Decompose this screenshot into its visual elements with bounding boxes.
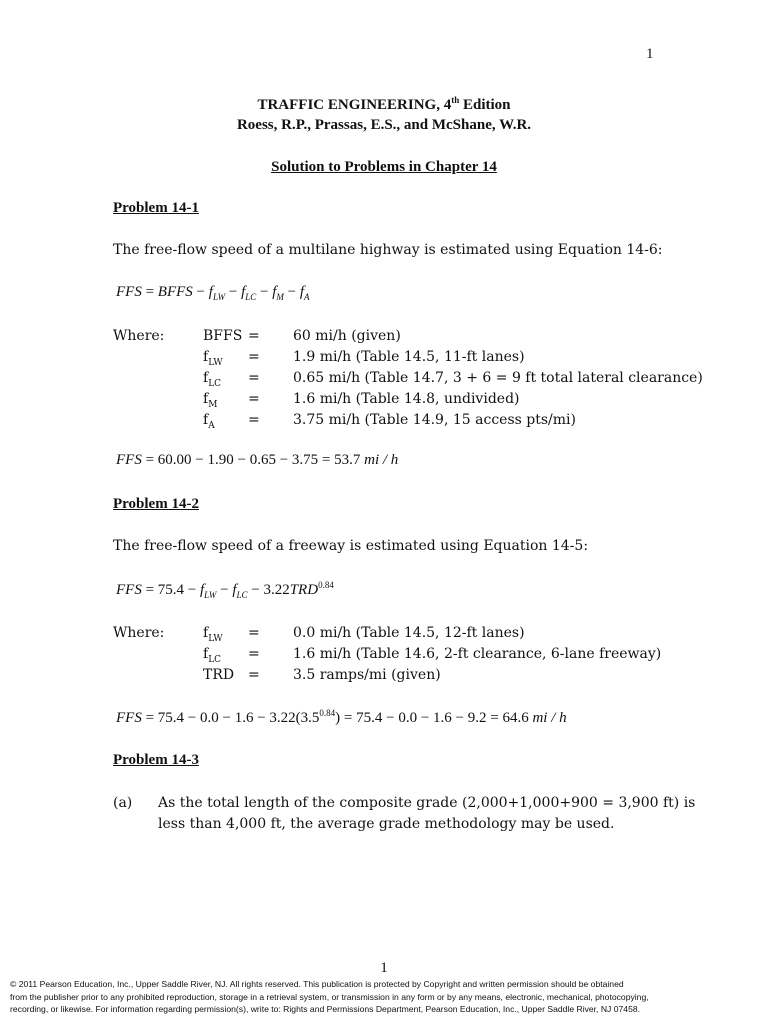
problem-14-2-result: FFS = $75.4 - 0.0 - 1.6 - 3.22(3.5^{0.84}) = 75.4 - 0.0 - 1.6 - 9.2 = 64.6$ mi / h bbox=[116, 708, 567, 726]
problem-14-2-heading: Problem 14-2 bbox=[113, 496, 199, 512]
page-number-bottom: 1 bbox=[380, 960, 388, 976]
var-equals: = bbox=[248, 625, 260, 641]
page-number-top: 1 bbox=[646, 46, 654, 62]
var-value: 1.6 mi/h (Table 14.8, undivided) bbox=[293, 391, 520, 407]
equation-14-6: FFS = BFFS − $f_{LW} - f_{LC} - f_M - f_A$ bbox=[116, 284, 310, 302]
var-name: $f_{LW}$ bbox=[203, 625, 223, 644]
var-equals: = bbox=[248, 391, 260, 407]
problem-14-1-result: FFS = 60.00 − 1.90 − 0.65 − 3.75 = 53.7 mi / h bbox=[116, 452, 399, 468]
footer-line: © 2011 Pearson Education, Inc., Upper Saddle River, NJ. All rights reserved. This publication is protected by Copyright and written permission should be obtained bbox=[10, 979, 624, 989]
var-value: 3.5 ramps/mi (given) bbox=[293, 667, 441, 683]
copyright-footer bbox=[10, 978, 760, 1016]
var-value: 1.9 mi/h (Table 14.5, 11-ft lanes) bbox=[293, 349, 525, 365]
var-value: 3.75 mi/h (Table 14.9, 15 access pts/mi) bbox=[293, 412, 576, 428]
var-name: $f_{LW}$ bbox=[203, 349, 223, 368]
var-name: $f_A$ bbox=[203, 412, 215, 431]
var-equals: = bbox=[248, 412, 260, 428]
where-label: Where: bbox=[113, 328, 165, 344]
var-equals: = bbox=[248, 328, 260, 344]
var-value: 0.0 mi/h (Table 14.5, 12-ft lanes) bbox=[293, 625, 525, 641]
problem-14-3-text-line-1: As the total length of the composite grade (2,000+1,000+900 = 3,900 ft) is bbox=[158, 795, 696, 811]
var-equals: = bbox=[248, 370, 260, 386]
equation-14-5: FFS = $75.4 - f_{LW} - f_{LC} - 3.22TRD^{0.84}$ bbox=[116, 580, 334, 600]
var-equals: = bbox=[248, 646, 260, 662]
var-value: 60 mi/h (given) bbox=[293, 328, 401, 344]
footer-line: from the publisher prior to any prohibited reproduction, storage in a retrieval system, or transmission in any form or by any means, electronic, mechanical, photocopying, bbox=[10, 991, 649, 1002]
chapter-subtitle: Solution to Problems in Chapter 14 bbox=[271, 159, 497, 175]
var-name: $f_M$ bbox=[203, 391, 218, 410]
var-name: TRD bbox=[203, 667, 235, 683]
var-name: BFFS bbox=[203, 328, 243, 344]
var-name: $f_{LC}$ bbox=[203, 646, 222, 665]
problem-14-3-heading: Problem 14-3 bbox=[113, 752, 199, 768]
var-equals: = bbox=[248, 667, 260, 683]
item-label: (a) bbox=[113, 795, 133, 811]
var-value: 1.6 mi/h (Table 14.6, 2-ft clearance, 6-lane freeway) bbox=[293, 646, 662, 662]
problem-14-1-heading: Problem 14-1 bbox=[113, 200, 199, 216]
problem-14-1-intro: The free-flow speed of a multilane highway is estimated using Equation 14-6: bbox=[113, 242, 663, 258]
where-label: Where: bbox=[113, 625, 165, 641]
document-title: TRAFFIC ENGINEERING, 4th Edition bbox=[257, 95, 511, 113]
var-value: 0.65 mi/h (Table 14.7, 3 + 6 = 9 ft total lateral clearance) bbox=[293, 370, 703, 386]
authors: Roess, R.P., Prassas, E.S., and McShane, W.R. bbox=[236, 117, 532, 133]
var-equals: = bbox=[248, 349, 260, 365]
footer-line: recording, or likewise. For information regarding permission(s), write to: Rights and Permissions Department, Pearson Education, Inc., Upper Saddle River, NJ 07458. bbox=[10, 1004, 641, 1014]
var-name: $f_{LC}$ bbox=[203, 370, 222, 389]
problem-14-2-intro: The free-flow speed of a freeway is estimated using Equation 14-5: bbox=[113, 538, 589, 554]
problem-14-3-text-line-2: less than 4,000 ft, the average grade methodology may be used. bbox=[158, 816, 615, 832]
